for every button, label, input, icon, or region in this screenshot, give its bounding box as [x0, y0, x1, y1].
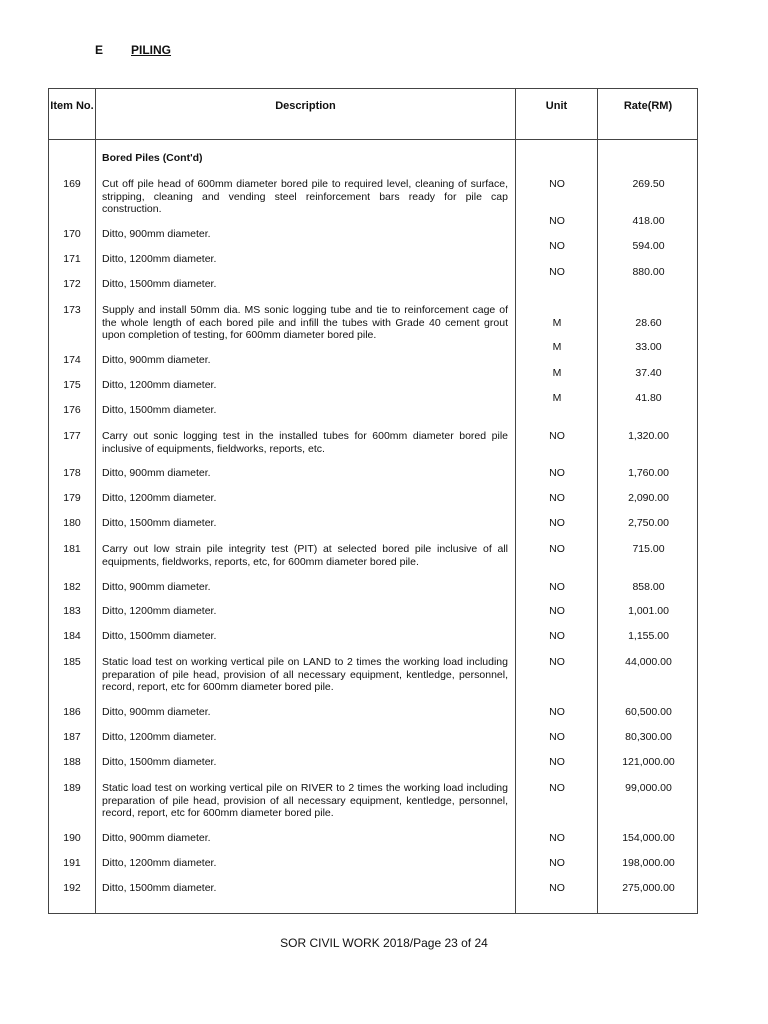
item-unit: NO [549, 731, 565, 743]
header-item-no: Item No. [50, 100, 94, 112]
item-unit: M [552, 317, 562, 329]
header-unit: Unit [545, 100, 568, 112]
item-unit: NO [549, 430, 565, 442]
item-rate: 275,000.00 [622, 882, 675, 894]
item-number: 191 [63, 857, 81, 869]
item-unit: NO [549, 756, 565, 768]
item-number: 185 [63, 656, 81, 668]
item-description: Supply and install 50mm dia. MS sonic logging tube and tie to reinforcement cage of the whole length of each bored pile and infill the tubes with Grade 40 cement grout upon completion of testing, for 600mm diameter bored pile. [102, 304, 508, 341]
item-rate: 1,001.00 [628, 605, 669, 617]
item-rate: 1,155.00 [628, 630, 669, 642]
item-description: Ditto, 1200mm diameter. [102, 857, 217, 869]
item-unit: NO [549, 857, 565, 869]
item-unit: NO [549, 706, 565, 718]
item-description: Ditto, 1200mm diameter. [102, 492, 217, 504]
item-rate: 594.00 [632, 240, 665, 252]
item-description: Ditto, 1200mm diameter. [102, 253, 217, 265]
item-rate: 33.00 [635, 341, 662, 353]
item-unit: NO [549, 605, 565, 617]
item-rate: 269.50 [632, 178, 665, 190]
item-description: Carry out low strain pile integrity test (PIT) at selected bored pile inclusive of all equipments, fieldworks, reports, etc, for 600mm diameter bored pile. [102, 543, 508, 568]
item-rate: 418.00 [632, 215, 665, 227]
item-number: 175 [63, 379, 81, 391]
item-rate: 2,750.00 [628, 517, 669, 529]
item-rate: 80,300.00 [625, 731, 672, 743]
item-unit: NO [549, 782, 565, 794]
item-description: Ditto, 1500mm diameter. [102, 630, 217, 642]
item-unit: NO [549, 178, 565, 190]
item-number: 177 [63, 430, 81, 442]
item-description: Ditto, 1500mm diameter. [102, 404, 217, 416]
item-description: Ditto, 900mm diameter. [102, 228, 211, 240]
item-description: Ditto, 1200mm diameter. [102, 379, 217, 391]
rates-table [48, 88, 698, 914]
item-unit: M [552, 341, 562, 353]
item-description: Cut off pile head of 600mm diameter bored pile to required level, cleaning of surface, stripping, cleaning and vending steel reinforcement bars ready for pile cap construction. [102, 178, 508, 215]
item-number: 176 [63, 404, 81, 416]
item-unit: NO [549, 630, 565, 642]
item-rate: 99,000.00 [625, 782, 672, 794]
item-unit: NO [549, 543, 565, 555]
item-description: Ditto, 1200mm diameter. [102, 605, 217, 617]
item-number: 189 [63, 782, 81, 794]
item-unit: NO [549, 832, 565, 844]
item-number: 190 [63, 832, 81, 844]
item-number: 184 [63, 630, 81, 642]
item-rate: 154,000.00 [622, 832, 675, 844]
item-number: 188 [63, 756, 81, 768]
item-number: 181 [63, 543, 81, 555]
header-divider [49, 139, 697, 140]
item-description: Ditto, 900mm diameter. [102, 467, 211, 479]
item-description: Ditto, 900mm diameter. [102, 581, 211, 593]
header-description: Description [275, 100, 336, 112]
item-number: 180 [63, 517, 81, 529]
section-letter: E [95, 43, 104, 57]
item-number: 178 [63, 467, 81, 479]
item-rate: 2,090.00 [628, 492, 669, 504]
item-rate: 858.00 [632, 581, 665, 593]
item-unit: NO [549, 882, 565, 894]
item-number: 187 [63, 731, 81, 743]
item-description: Ditto, 1500mm diameter. [102, 882, 217, 894]
item-description: Static load test on working vertical pile on RIVER to 2 times the working load including preparation of pile head, provision of all necessary equipment, kentledge, personnel, record, report, etc for 600mm diameter bored pile. [102, 782, 508, 819]
item-number: 192 [63, 882, 81, 894]
item-description: Ditto, 1200mm diameter. [102, 731, 217, 743]
item-unit: NO [549, 656, 565, 668]
item-unit: NO [549, 492, 565, 504]
item-rate: 198,000.00 [622, 857, 675, 869]
item-description: Ditto, 900mm diameter. [102, 354, 211, 366]
column-divider [95, 89, 96, 913]
item-unit: NO [549, 240, 565, 252]
item-number: 169 [63, 178, 81, 190]
item-description: Carry out sonic logging test in the installed tubes for 600mm diameter bored pile inclusive of equipments, fieldworks, reports, etc. [102, 430, 508, 455]
item-rate: 44,000.00 [625, 656, 672, 668]
item-number: 186 [63, 706, 81, 718]
header-rate: Rate(RM) [623, 100, 673, 112]
item-rate: 28.60 [635, 317, 662, 329]
item-rate: 1,760.00 [628, 467, 669, 479]
item-rate: 1,320.00 [628, 430, 669, 442]
item-number: 174 [63, 354, 81, 366]
item-rate: 60,500.00 [625, 706, 672, 718]
item-description: Ditto, 1500mm diameter. [102, 517, 217, 529]
item-unit: NO [549, 581, 565, 593]
item-description: Static load test on working vertical pile on LAND to 2 times the working load including preparation of pile head, provision of all necessary equipment, kentledge, personnel, record, report, etc for 600mm diameter bored pile. [102, 656, 508, 693]
column-divider [597, 89, 598, 913]
item-unit: NO [549, 215, 565, 227]
table-subheading: Bored Piles (Cont'd) [102, 152, 203, 164]
item-number: 170 [63, 228, 81, 240]
item-rate: 715.00 [632, 543, 665, 555]
item-rate: 880.00 [632, 266, 665, 278]
item-number: 182 [63, 581, 81, 593]
item-unit: NO [549, 467, 565, 479]
section-heading [95, 43, 172, 57]
item-unit: NO [549, 266, 565, 278]
item-description: Ditto, 900mm diameter. [102, 706, 211, 718]
item-number: 171 [63, 253, 81, 265]
section-title: PILING [131, 43, 172, 57]
item-description: Ditto, 900mm diameter. [102, 832, 211, 844]
item-number: 179 [63, 492, 81, 504]
item-number: 173 [63, 304, 81, 316]
item-unit: M [552, 367, 562, 379]
item-number: 172 [63, 278, 81, 290]
item-description: Ditto, 1500mm diameter. [102, 756, 217, 768]
page-footer: SOR CIVIL WORK 2018/Page 23 of 24 [280, 936, 488, 950]
item-rate: 37.40 [635, 367, 662, 379]
item-unit: NO [549, 517, 565, 529]
item-number: 183 [63, 605, 81, 617]
item-description: Ditto, 1500mm diameter. [102, 278, 217, 290]
item-rate: 121,000.00 [622, 756, 675, 768]
column-divider [515, 89, 516, 913]
item-rate: 41.80 [635, 392, 662, 404]
item-unit: M [552, 392, 562, 404]
